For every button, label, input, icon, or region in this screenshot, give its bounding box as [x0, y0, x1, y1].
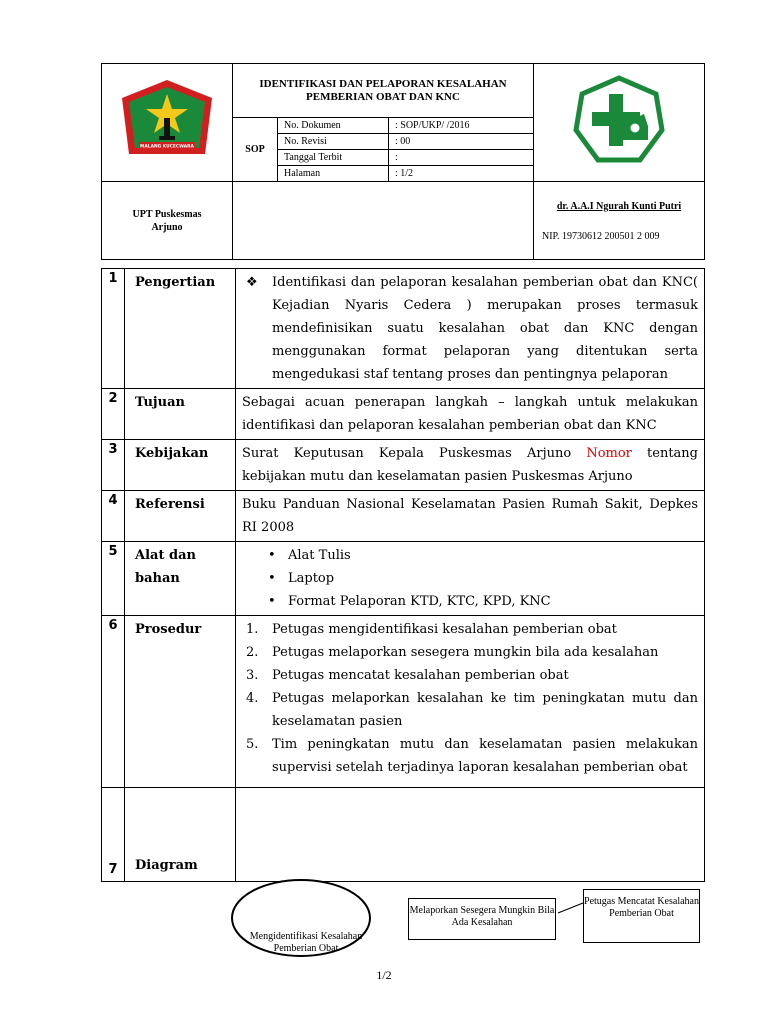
diagram-node-identify: Mengidentifikasi Kesalahan Pemberian Obat	[249, 931, 363, 954]
step-text: Petugas mengidentifikasi kesalahan pemberian obat	[272, 622, 617, 637]
meta-value: : 00	[389, 134, 534, 150]
section-label: Prosedur	[125, 616, 236, 788]
section-number: 4	[102, 491, 125, 542]
kebijakan-text-b: tentang kebijakan mutu dan keselamatan pasien Puskesmas Arjuno	[242, 446, 699, 484]
section-number: 3	[102, 440, 125, 491]
section-label: Pengertian	[125, 269, 236, 389]
unit-name: UPT Puskesmas Arjuno	[102, 182, 233, 260]
section-label: Referensi	[125, 491, 236, 542]
step-text: Petugas melaporkan kesalahan ke tim peningkatan mutu dan keselamatan pasien	[272, 691, 698, 729]
section-label: Diagram	[125, 788, 236, 882]
meta-value: :	[389, 150, 534, 166]
pengertian-text: Identifikasi dan pelaporan kesalahan pemberian obat dan KNC( Kejadian Nyaris Cedera ) merupakan proses termasuk mendefinisikan suatu kesalahan obat dan KNC dengan menggunakan format pelaporan yang ditentukan serta mengedukasi staf tentang proses dan pentingnya pelaporan	[272, 275, 698, 382]
section-number: 5	[102, 542, 125, 616]
diagram-node-report: Melaporkan Sesegera Mungkin Bila Ada Kesalahan	[408, 898, 556, 940]
step-number: 4.	[246, 691, 259, 706]
section-number: 6	[102, 616, 125, 788]
meta-value: : 1/2	[389, 166, 534, 182]
meta-key: No. Dokumen	[278, 118, 389, 134]
meta-key: Halaman	[278, 166, 389, 182]
referensi-text: Buku Panduan Nasional Keselamatan Pasien Rumah Sakit, Depkes RI 2008	[236, 491, 705, 542]
diagram-connector-line	[558, 903, 583, 913]
step-text: Petugas melaporkan sesegera mungkin bila ada kesalahan	[272, 645, 659, 660]
section-number: 2	[102, 389, 125, 440]
section-label: Tujuan	[125, 389, 236, 440]
kebijakan-text-a: Surat Keputusan Kepala Puskesmas Arjuno	[242, 446, 587, 461]
meta-key: Tanggal Terbit	[278, 150, 389, 166]
step-number: 3.	[246, 668, 259, 683]
step-text: Tim peningkatan mutu dan keselamatan pasien melakukan supervisi setelah terjadinya laporan kesalahan pemberian obat	[272, 737, 698, 775]
meta-key: No. Revisi	[278, 134, 389, 150]
document-title: IDENTIFIKASI DAN PELAPORAN KESALAHAN PEMBERIAN OBAT DAN KNC	[233, 64, 534, 118]
signer-name: dr. A.A.I Ngurah Kunti Putri	[556, 200, 682, 212]
list-item: • Alat Tulis	[262, 544, 698, 567]
diamond-bullet-icon: ❖	[246, 275, 258, 290]
step-text: Petugas mencatat kesalahan pemberian obat	[272, 668, 569, 683]
step-number: 2.	[246, 645, 259, 660]
page-number: 1/2	[376, 968, 392, 982]
tujuan-text: Sebagai acuan penerapan langkah – langkah untuk melakukan identifikasi dan pelaporan kesalahan pemberian obat dan KNC	[236, 389, 705, 440]
section-label: Kebijakan	[125, 440, 236, 491]
kebijakan-nomor: Nomor	[586, 446, 632, 461]
meta-value: : SOP/UKP/ /2016	[389, 118, 534, 134]
diagram-node-record: Petugas Mencatat Kesalahan Pemberian Obat	[583, 889, 700, 943]
logo-banner-text: MALANG KUCECWARA	[140, 144, 194, 149]
section-number: 1	[102, 269, 125, 389]
signer-nip: NIP. 19730612 200501 2 009	[542, 230, 660, 242]
list-item: • Laptop	[262, 567, 698, 590]
sop-label: SOP	[233, 118, 278, 182]
step-number: 5.	[246, 737, 259, 752]
section-number: 7	[102, 788, 125, 882]
list-item: • Format Pelaporan KTD, KTC, KPD, KNC	[262, 590, 698, 613]
section-label: Alat dan bahan	[125, 542, 236, 616]
step-number: 1.	[246, 622, 259, 637]
